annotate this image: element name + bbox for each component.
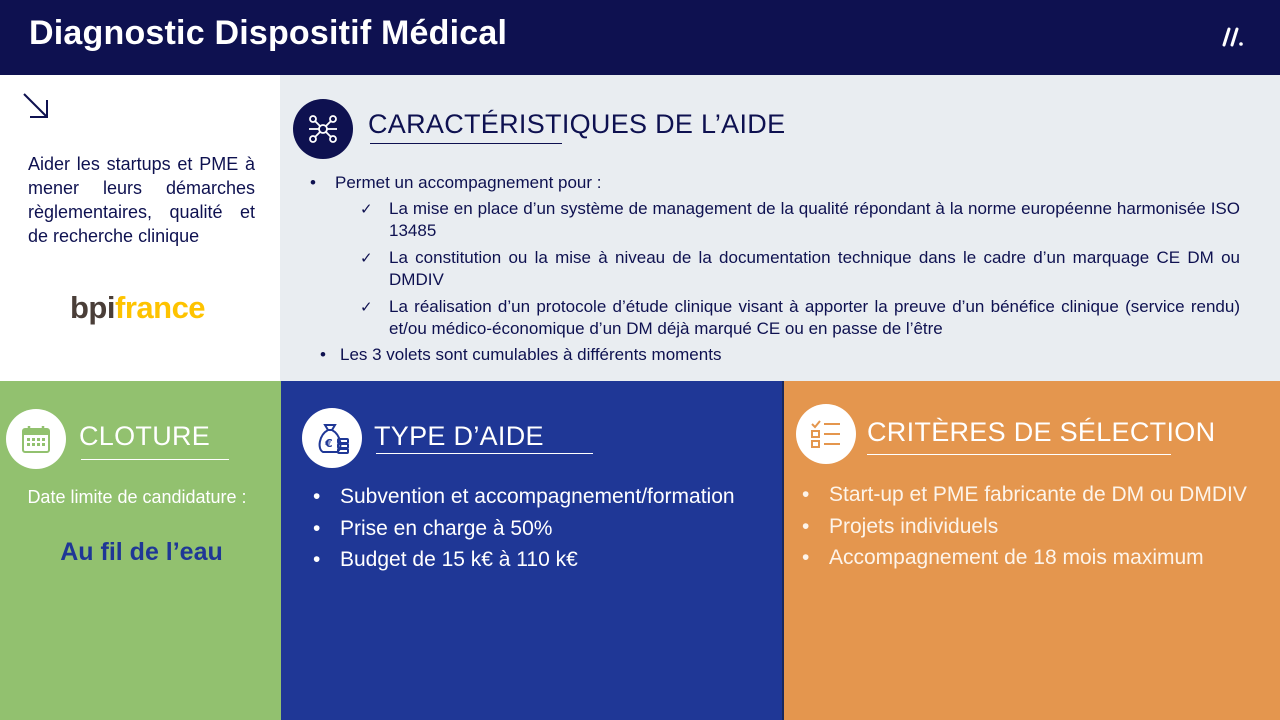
characteristics-title: CARACTÉRISTIQUES DE L’AIDE xyxy=(368,109,786,139)
criteres-icon-circle xyxy=(796,404,856,464)
criteres-panel xyxy=(782,381,1280,720)
arrow-down-right-icon xyxy=(21,91,51,121)
type-aide-icon-circle xyxy=(302,408,362,468)
list-item: • Subvention et accompagnement/formation xyxy=(310,481,735,513)
bpifrance-logo xyxy=(70,287,210,331)
criteres-title: CRITÈRES DE SÉLECTION xyxy=(867,417,1216,447)
title-underline xyxy=(81,459,229,460)
svg-text:€: € xyxy=(325,437,333,450)
money-bag-euro-icon xyxy=(313,419,351,457)
characteristics-section xyxy=(280,75,1280,381)
title-underline xyxy=(376,453,593,454)
cloture-panel xyxy=(0,381,281,720)
deadline-label: Date limite de candidature : xyxy=(27,487,247,507)
list-item: • Prise en charge à 50% xyxy=(310,513,735,545)
characteristics-icon-circle xyxy=(293,99,353,159)
list-item: ✓ La constitution ou la mise à niveau de la documentation technique dans le cadre d’un marquage CE DM ou DMDIV xyxy=(360,247,1240,291)
list-item: • Start-up et PME fabricante de DM ou DMDIV xyxy=(799,479,1247,511)
characteristics-list xyxy=(310,172,1240,366)
type-aide-title: TYPE D’AIDE xyxy=(374,421,544,451)
criteres-list xyxy=(799,479,1247,574)
title-underline xyxy=(867,454,1171,455)
intro-text: Aider les startups et PME à mener leurs démarches règlementaires, qualité et de recherche clinique xyxy=(28,154,255,246)
list-item: ✓ La mise en place d’un système de management de la qualité répondant à la norme européenne harmonisée ISO 13485 xyxy=(360,198,1240,242)
list-item: • Budget de 15 k€ à 110 k€ xyxy=(310,544,735,576)
bullet-intro: • Permet un accompagnement pour : xyxy=(310,172,1240,194)
type-aide-list xyxy=(310,481,735,576)
title-underline xyxy=(370,143,562,144)
sub-list xyxy=(360,198,1240,340)
intro-panel xyxy=(0,75,280,381)
type-aide-panel xyxy=(281,381,782,720)
list-item: • Projets individuels xyxy=(799,511,1247,543)
list-item: ✓ La réalisation d’un protocole d’étude clinique visant à apporter la preuve d’un bénéfice clinique (service rendu) et/ou médico-économique d’un DM déjà marqué CE ou en passe de l’être xyxy=(360,296,1240,340)
checklist-icon xyxy=(808,416,844,452)
calendar-icon xyxy=(20,423,52,455)
page-title: Diagnostic Dispositif Médical xyxy=(29,14,508,52)
svg-text:bpifrance: bpifrance xyxy=(70,290,206,325)
bullet-footer: • Les 3 volets sont cumulables à différents moments xyxy=(310,344,1240,366)
header-bar xyxy=(0,0,1280,75)
list-item: • Accompagnement de 18 mois maximum xyxy=(799,542,1247,574)
cloture-icon-circle xyxy=(6,409,66,469)
cloture-title: CLOTURE xyxy=(79,421,211,451)
deadline-value: Au fil de l’eau xyxy=(60,538,223,566)
network-nodes-icon xyxy=(305,111,341,147)
double-slash-logo-icon xyxy=(1222,26,1244,48)
